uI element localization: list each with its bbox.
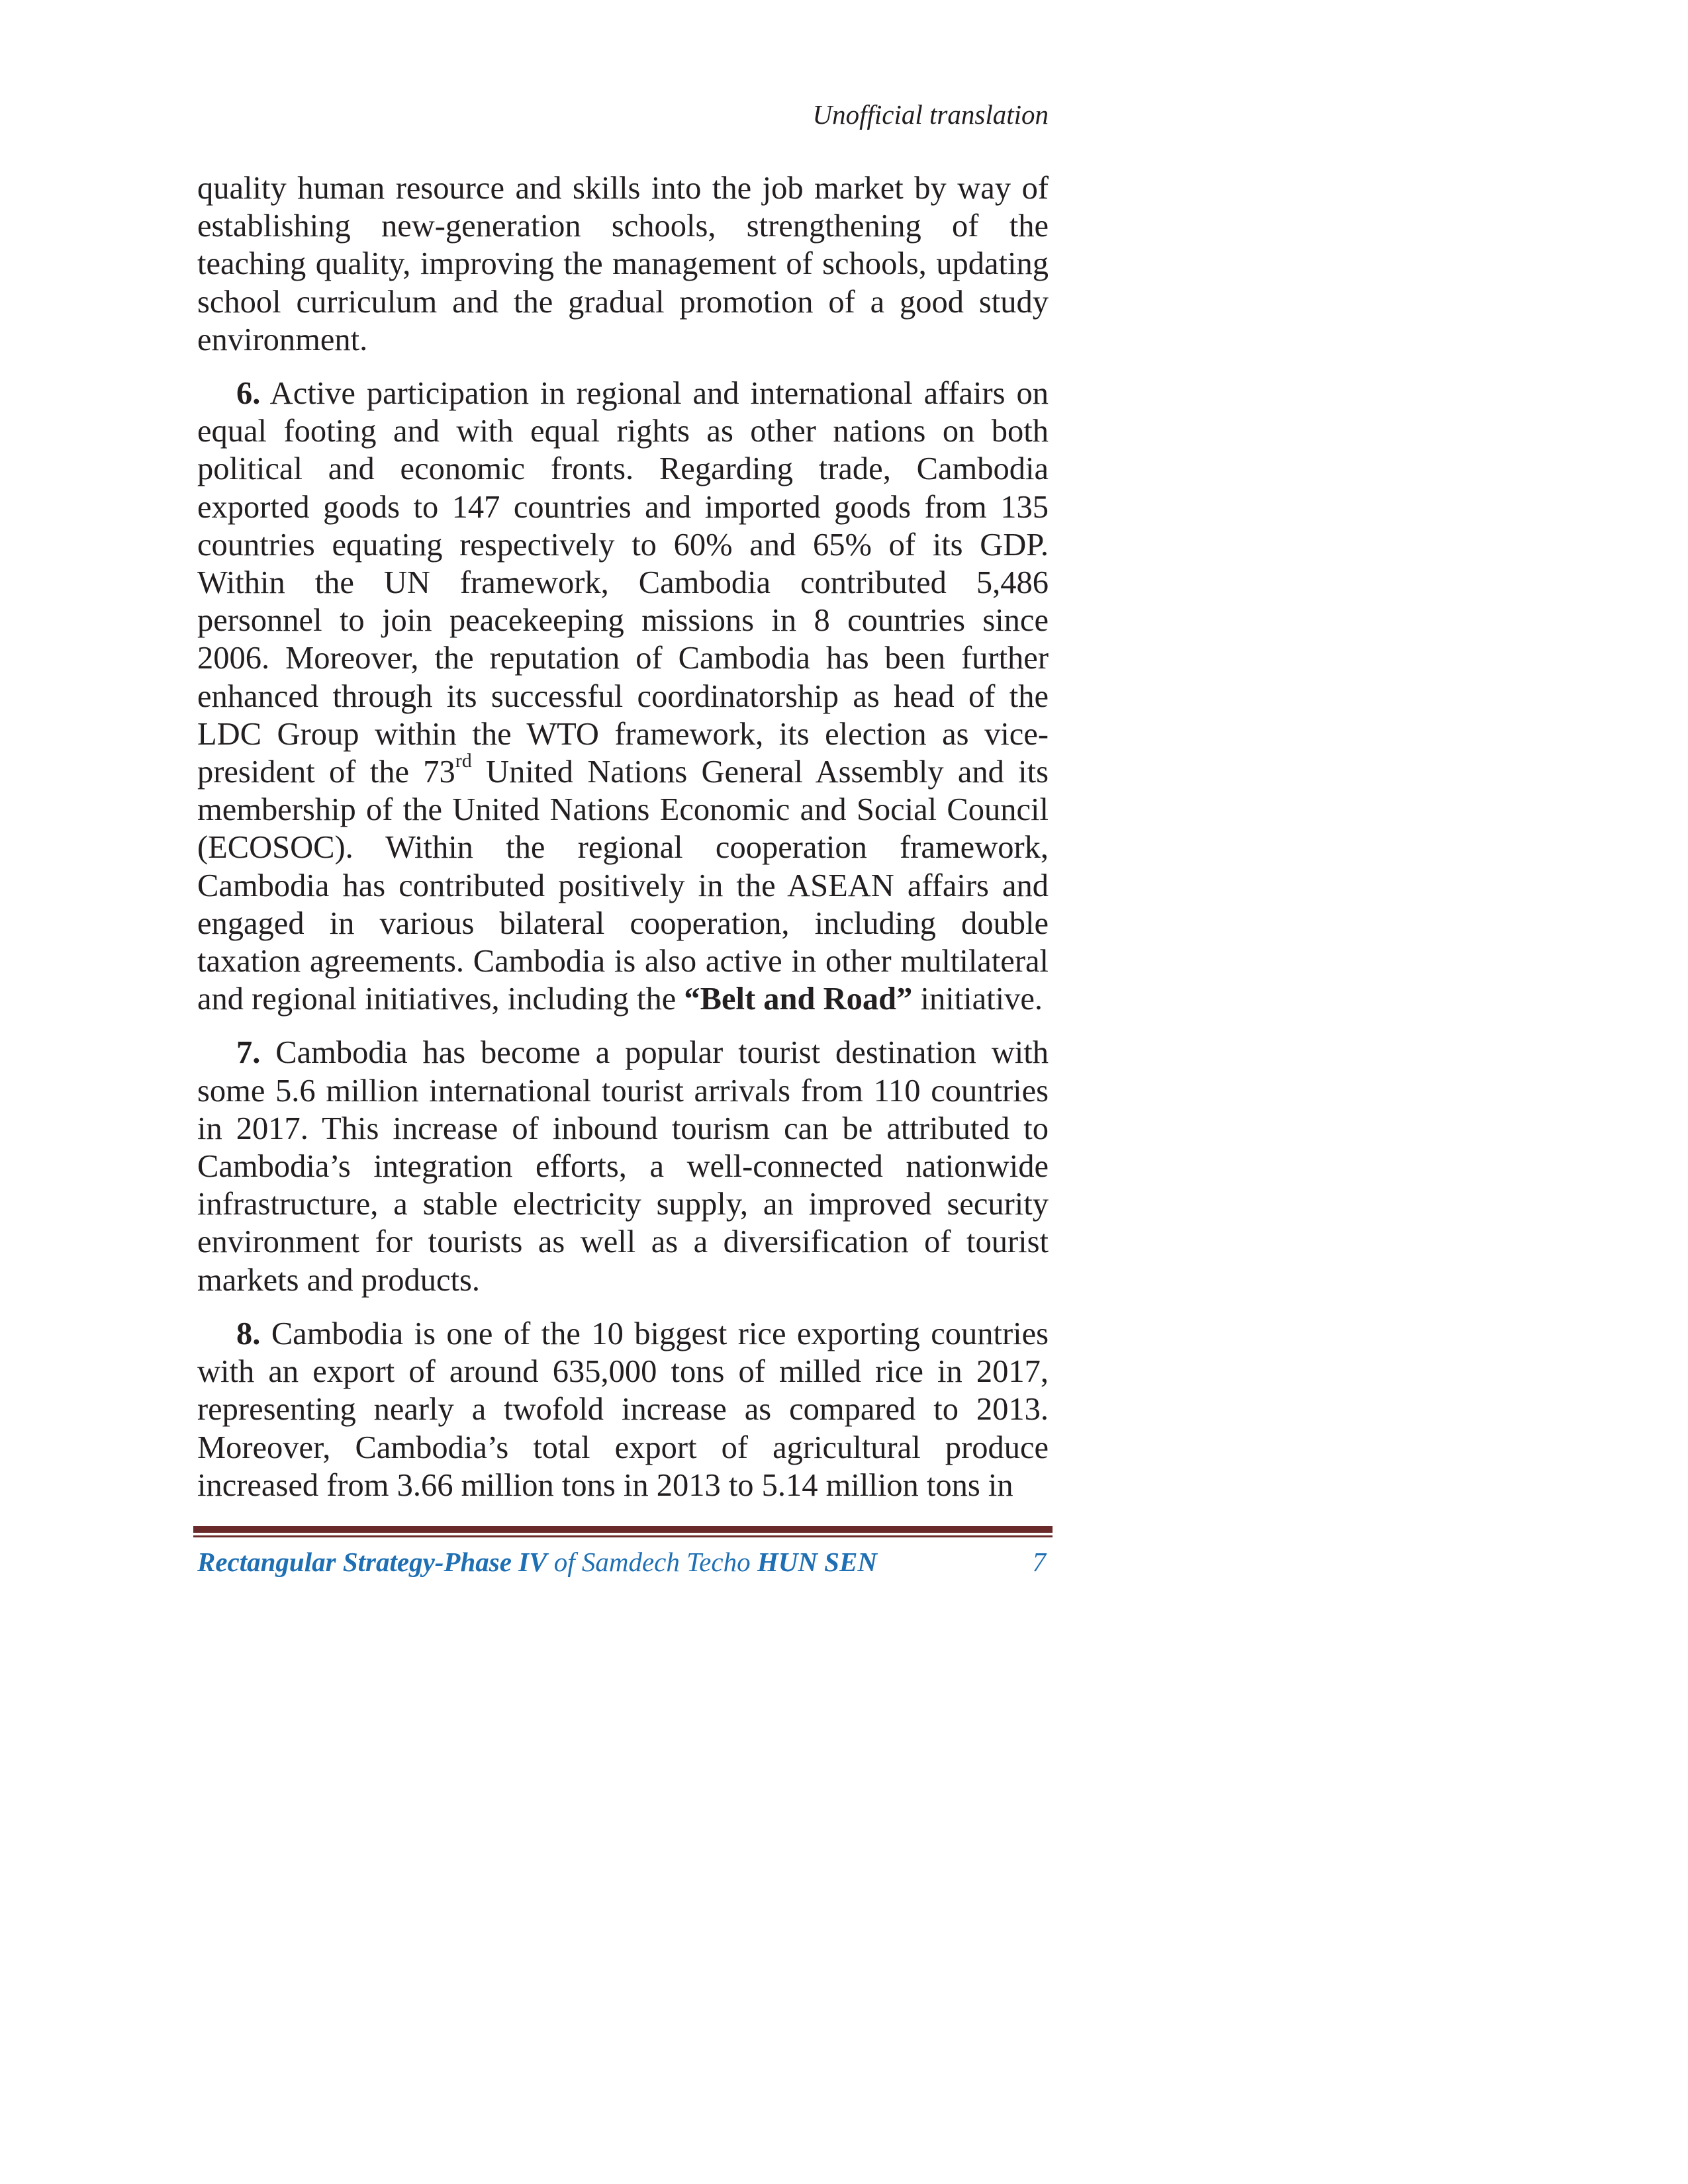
page-footer — [197, 1543, 1049, 1580]
body-text — [197, 169, 1049, 1520]
paragraph-6-text-a: Active participation in regional and international affairs on equal footing and with equal rights as other nations on both political and economic fronts. Regarding trade, Cambodia exported goods to 147 countries and imported goods from 135 countries equating respectively to 60% and 65% of its GDP. Within the UN framework, Cambodia contributed 5,486 personnel to join peacekeeping missions in 8 countries since 2006. Moreover, the reputation of Cambodia has been further enhanced through its successful coordinatorship as head of the LDC Group within the WTO framework, its election as vice-president of the 73 — [197, 376, 1049, 790]
paragraph-7-number: 7. — [236, 1035, 261, 1071]
footer-title — [197, 1543, 877, 1580]
paragraph-7 — [197, 1034, 1049, 1298]
paragraph-8-text: Cambodia is one of the 10 biggest rice exporting countries with an export of around 635,000 tons of milled rice in 2017, representing nearly a twofold increase as compared to 2013. Moreover, Cambodia’s total export of agricultural produce increased from 3.66 million tons in 2013 to 5.14 million tons in — [197, 1316, 1049, 1503]
footer-strategy-title: Rectangular Strategy-Phase IV — [197, 1547, 547, 1577]
ordinal-suffix: rd — [455, 749, 472, 772]
footer-connector: of Samdech Techo — [547, 1547, 757, 1577]
footer-author-name: HUN SEN — [757, 1547, 877, 1577]
footer-rule-thick — [193, 1526, 1053, 1533]
paragraph-6-text-b: United Nations General Assembly and its membership of the United Nations Economic and Social Council (ECOSOC). Within the regional cooperation framework, Cambodia has contributed positively in the ASEAN affairs and engaged in various bilateral cooperation, including double taxation agreements. Cambodia is also active in other multilateral and regional initiatives, including the — [197, 754, 1049, 1017]
page-number: 7 — [1032, 1547, 1046, 1577]
header-note: Unofficial translation — [812, 99, 1049, 130]
paragraph-6-number: 6. — [236, 376, 261, 412]
footer-rule-thin — [193, 1535, 1053, 1537]
paragraph-6 — [197, 375, 1049, 1018]
paragraph-7-text: Cambodia has become a popular tourist destination with some 5.6 million international tourist arrivals from 110 countries in 2017. This increase of inbound tourism can be attributed to Cambodia’s integration efforts, a well-connected nationwide infrastructure, a stable electricity supply, an improved security environment for tourists as well as a diversification of tourist markets and products. — [197, 1035, 1049, 1298]
paragraph-8-number: 8. — [236, 1316, 261, 1351]
paragraph-8 — [197, 1315, 1049, 1504]
paragraph-6-text-c: initiative. — [912, 981, 1043, 1017]
paragraph-5-continued: quality human resource and skills into the job market by way of establishing new-generation schools, strengthening of the teaching quality, improving the management of schools, updating school curriculum and the gradual promotion of a good study environment. — [197, 171, 1049, 357]
belt-and-road-phrase: “Belt and Road” — [684, 981, 913, 1017]
